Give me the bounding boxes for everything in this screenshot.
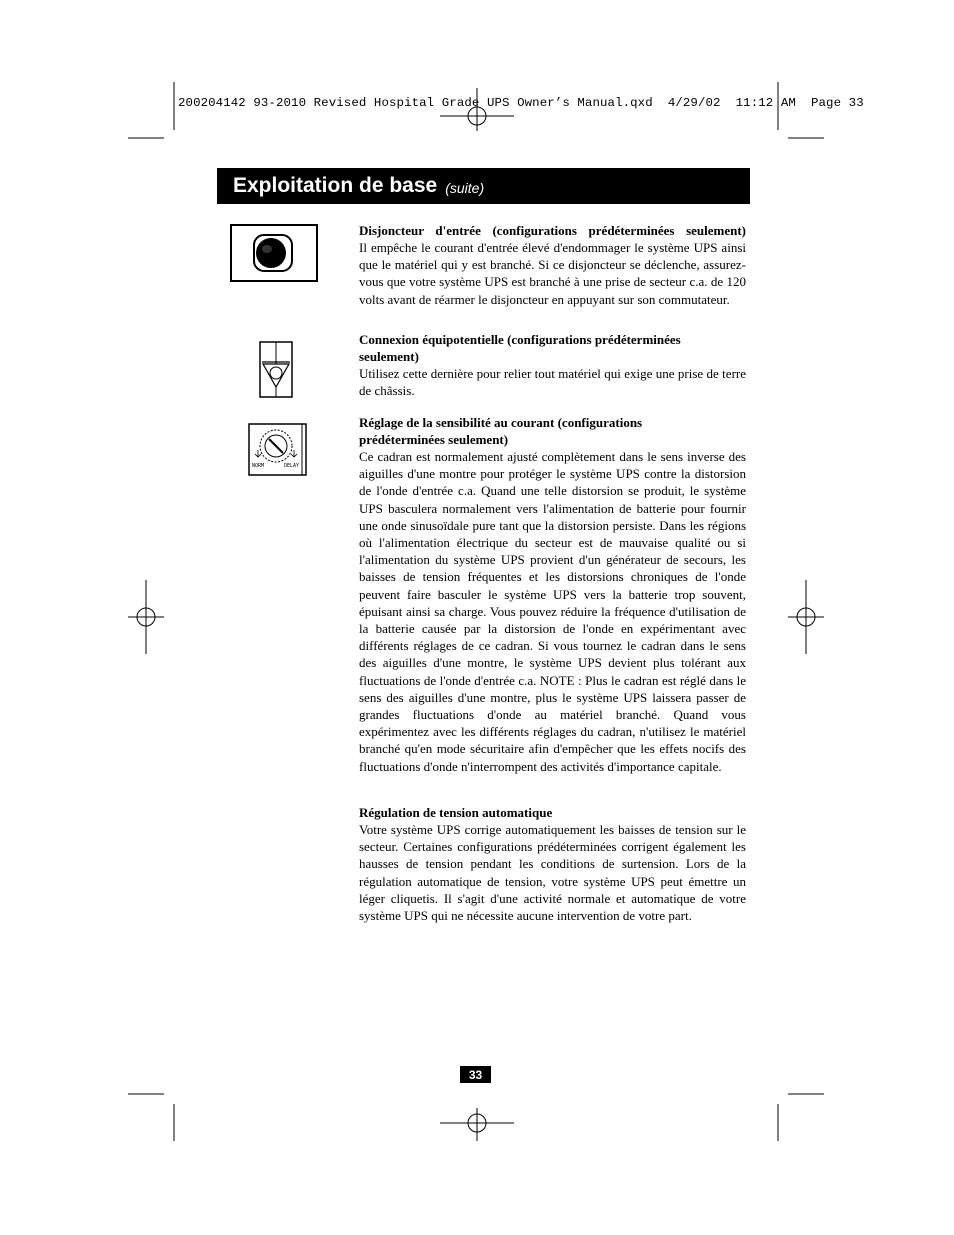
registration-mark-bottom <box>440 1108 514 1141</box>
section-title: Réglage de la sensibilité au courant (configurations prédéterminées seulement) <box>359 415 643 447</box>
registration-mark-right <box>788 580 824 654</box>
circuit-breaker-icon <box>230 224 318 282</box>
sensitivity-dial-icon <box>248 423 308 476</box>
section-body: Votre système UPS corrige automatiquement les baisses de tension sur le secteur. Certaines configurations prédéterminées corrigent également les hausses de tension pendant les conditions de surtension. Lors de la régulation automatique de tension, votre système UPS peut émettre un léger cliquetis. Il s'agit d'une activité normale et automatique de votre système UPS qui ne nécessite aucune intervention de votre part. <box>359 822 746 924</box>
section-body: Ce cadran est normalement ajusté complètement dans le sens inverse des aiguilles d'une montre pour protéger le système UPS contre la distorsion de l'onde d'entrée c.a. Quand une telle distorsion se produit, le système UPS basculera normalement vers l'alimentation de batterie pour fournir une onde sinusoïdale pure tant que la distorsion persiste. Dans les régions où l'alimentation électrique du secteur est de mauvaise qualité ou si l'alimentation du système UPS provient d'un générateur de secours, les baisses de tension fréquentes et les distorsions chroniques de l'onde peuvent faire basculer le système UPS vers la batterie trop souvent, épuisant ainsi sa charge. Vous pouvez réduire la fréquence d'utilisation de la batterie causée par la distorsion de l'onde en expérimentant avec différents réglages de ce cadran. Si vous tournez le cadran dans le sens des aiguilles d'une montre, le système UPS devient plus tolérant aux fluctuations de l'onde d'entrée c.a. NOTE : Plus le cadran est réglé dans le sens des aiguilles d'une montre, plus le système UPS laissera passer de grandes fluctuations d'onde au matériel branché. Quand vous expérimentez avec les différents réglages du cadran, n'utilisez le matériel branché qu'en mode sécuritaire afin d'empêcher que les effets nocifs des fluctuations d'onde n'interrompent des activités d'importance capitale. <box>359 449 746 774</box>
equipotential-ground-icon <box>259 341 295 399</box>
section-title: Régulation de tension automatique <box>359 805 553 820</box>
section-header <box>217 168 750 204</box>
page-number: 33 <box>460 1066 491 1083</box>
section-input-breaker <box>359 222 746 308</box>
section-equipotential <box>359 331 746 399</box>
print-slug: 200204142 93-2010 Revised Hospital Grade UPS Owner’s Manual.qxd 4/29/02 11:12 AM Page 33 <box>178 96 864 110</box>
dial-label-norm: NORM <box>252 463 265 469</box>
section-body: Utilisez cette dernière pour relier tout matériel qui exige une prise de terre de châssis. <box>359 366 746 399</box>
section-voltage-regulation <box>359 804 746 924</box>
section-sensitivity <box>359 414 746 775</box>
header-title: Exploitation de base <box>233 174 438 197</box>
registration-mark-top <box>440 88 514 131</box>
registration-mark-left <box>128 580 164 654</box>
section-body: Il empêche le courant d'entrée élevé d'endommager le système UPS ainsi que le matériel qui y est branché. Si ce disjoncteur se déclenche, assurez-vous que votre système UPS est branché à une prise de secteur c.a. de 120 volts avant de réarmer le disjoncteur en appuyant sur son commutateur. <box>359 240 746 307</box>
section-title: Disjoncteur d'entrée (configurations prédéterminées seulement) <box>359 223 746 238</box>
section-title: Connexion équipotentielle (configurations prédéterminées seulement) <box>359 332 681 364</box>
header-subtitle: (suite) <box>445 179 485 196</box>
dial-label-delay: DELAY <box>284 463 300 469</box>
